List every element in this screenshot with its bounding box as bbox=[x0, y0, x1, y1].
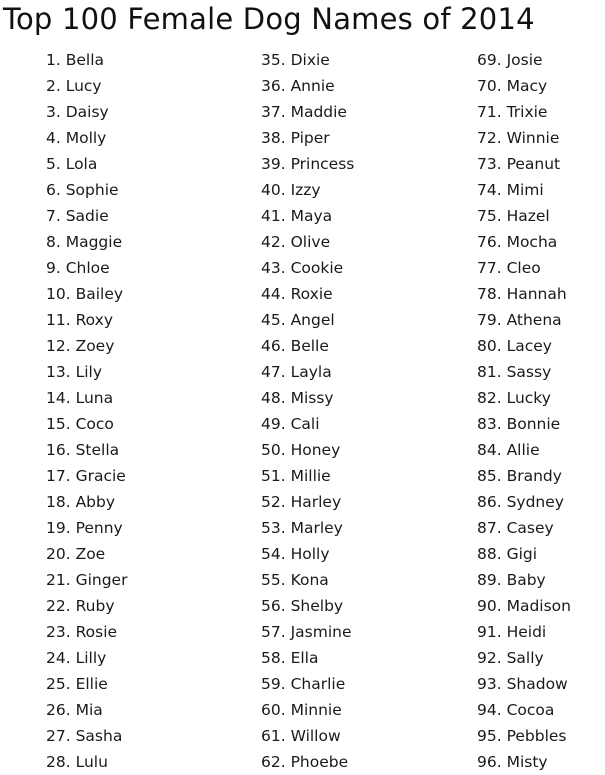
dog-name-item: 24. Lilly bbox=[46, 649, 107, 667]
dog-name-item: 80. Lacey bbox=[477, 337, 552, 355]
dog-name-item: 70. Macy bbox=[477, 77, 548, 95]
dog-name-item: 44. Roxie bbox=[261, 285, 333, 303]
dog-name-item: 39. Princess bbox=[261, 155, 355, 173]
dog-name-item: 35. Dixie bbox=[261, 51, 330, 69]
dog-name-item: 55. Kona bbox=[261, 571, 329, 589]
dog-name-item: 76. Mocha bbox=[477, 233, 558, 251]
dog-name-item: 37. Maddie bbox=[261, 103, 347, 121]
dog-name-item: 19. Penny bbox=[46, 519, 123, 537]
dog-name-item: 18. Abby bbox=[46, 493, 116, 511]
dog-name-item: 7. Sadie bbox=[46, 207, 109, 225]
dog-name-item: 73. Peanut bbox=[477, 155, 561, 173]
dog-name-item: 72. Winnie bbox=[477, 129, 560, 147]
dog-name-item: 3. Daisy bbox=[46, 103, 109, 121]
page-title: Top 100 Female Dog Names of 2014 bbox=[3, 2, 535, 36]
dog-name-item: 83. Bonnie bbox=[477, 415, 561, 433]
dog-name-item: 9. Chloe bbox=[46, 259, 110, 277]
dog-name-item: 74. Mimi bbox=[477, 181, 544, 199]
dog-name-item: 57. Jasmine bbox=[261, 623, 352, 641]
dog-name-item: 15. Coco bbox=[46, 415, 114, 433]
dog-name-item: 46. Belle bbox=[261, 337, 329, 355]
dog-name-item: 21. Ginger bbox=[46, 571, 128, 589]
dog-name-item: 59. Charlie bbox=[261, 675, 346, 693]
dog-name-item: 10. Bailey bbox=[46, 285, 124, 303]
dog-name-item: 1. Bella bbox=[46, 51, 104, 69]
dog-name-item: 90. Madison bbox=[477, 597, 571, 615]
dog-name-item: 56. Shelby bbox=[261, 597, 344, 615]
dog-name-item: 20. Zoe bbox=[46, 545, 106, 563]
name-column-1 bbox=[46, 47, 127, 775]
dog-name-item: 87. Casey bbox=[477, 519, 554, 537]
dog-name-item: 16. Stella bbox=[46, 441, 120, 459]
dog-name-item: 88. Gigi bbox=[477, 545, 538, 563]
dog-name-item: 25. Ellie bbox=[46, 675, 108, 693]
name-column-2 bbox=[261, 47, 354, 775]
dog-name-item: 60. Minnie bbox=[261, 701, 342, 719]
dog-name-item: 92. Sally bbox=[477, 649, 544, 667]
dog-name-item: 2. Lucy bbox=[46, 77, 102, 95]
dog-name-item: 81. Sassy bbox=[477, 363, 552, 381]
dog-name-item: 58. Ella bbox=[261, 649, 319, 667]
dog-name-item: 69. Josie bbox=[477, 51, 543, 69]
dog-name-item: 93. Shadow bbox=[477, 675, 568, 693]
dog-name-item: 28. Lulu bbox=[46, 753, 108, 771]
dog-name-item: 75. Hazel bbox=[477, 207, 550, 225]
dog-name-item: 49. Cali bbox=[261, 415, 320, 433]
dog-name-item: 89. Baby bbox=[477, 571, 546, 589]
dog-name-item: 38. Piper bbox=[261, 129, 330, 147]
dog-name-item: 41. Maya bbox=[261, 207, 333, 225]
dog-name-item: 53. Marley bbox=[261, 519, 343, 537]
dog-name-item: 4. Molly bbox=[46, 129, 107, 147]
dog-name-item: 6. Sophie bbox=[46, 181, 119, 199]
dog-name-item: 91. Heidi bbox=[477, 623, 547, 641]
dog-name-item: 48. Missy bbox=[261, 389, 334, 407]
dog-name-item: 86. Sydney bbox=[477, 493, 564, 511]
dog-name-item: 43. Cookie bbox=[261, 259, 344, 277]
dog-name-item: 50. Honey bbox=[261, 441, 341, 459]
dog-name-item: 62. Phoebe bbox=[261, 753, 349, 771]
dog-name-item: 14. Luna bbox=[46, 389, 114, 407]
dog-name-item: 23. Rosie bbox=[46, 623, 118, 641]
dog-name-item: 27. Sasha bbox=[46, 727, 123, 745]
dog-name-item: 96. Misty bbox=[477, 753, 548, 771]
dog-name-item: 78. Hannah bbox=[477, 285, 567, 303]
dog-name-item: 79. Athena bbox=[477, 311, 562, 329]
dog-name-item: 51. Millie bbox=[261, 467, 331, 485]
dog-name-item: 84. Allie bbox=[477, 441, 540, 459]
dog-name-item: 54. Holly bbox=[261, 545, 330, 563]
dog-name-item: 11. Roxy bbox=[46, 311, 114, 329]
dog-name-item: 42. Olive bbox=[261, 233, 331, 251]
dog-name-item: 26. Mia bbox=[46, 701, 103, 719]
dog-name-item: 22. Ruby bbox=[46, 597, 115, 615]
dog-name-item: 5. Lola bbox=[46, 155, 98, 173]
dog-name-item: 47. Layla bbox=[261, 363, 332, 381]
dog-name-item: 40. Izzy bbox=[261, 181, 321, 199]
dog-name-item: 77. Cleo bbox=[477, 259, 541, 277]
dog-name-item: 85. Brandy bbox=[477, 467, 562, 485]
dog-name-item: 95. Pebbles bbox=[477, 727, 567, 745]
dog-name-item: 12. Zoey bbox=[46, 337, 115, 355]
dog-name-item: 71. Trixie bbox=[477, 103, 548, 121]
dog-name-item: 82. Lucky bbox=[477, 389, 551, 407]
dog-name-item: 8. Maggie bbox=[46, 233, 123, 251]
dog-name-item: 94. Cocoa bbox=[477, 701, 555, 719]
dog-name-item: 61. Willow bbox=[261, 727, 341, 745]
dog-name-item: 17. Gracie bbox=[46, 467, 126, 485]
dog-name-item: 13. Lily bbox=[46, 363, 102, 381]
dog-name-item: 52. Harley bbox=[261, 493, 342, 511]
name-column-3 bbox=[477, 47, 571, 775]
dog-name-item: 36. Annie bbox=[261, 77, 335, 95]
dog-name-item: 45. Angel bbox=[261, 311, 335, 329]
